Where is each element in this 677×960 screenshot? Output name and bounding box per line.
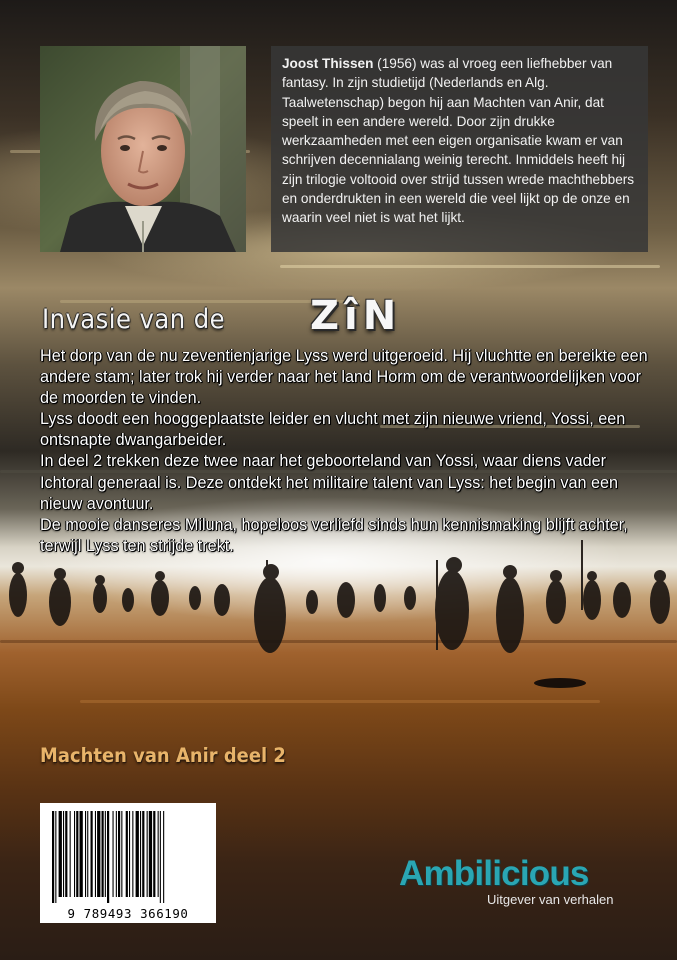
author-bio-text: (1956) was al vroeg een liefhebber van fantasy. In zijn studietijd (Nederlands en Alg. Taalwetenschap) begon hij aan Machten van Anir, dat speelt in een andere wereld. Door zijn drukke werkzaamheden met een eigen organisatie kwam er van schrijven decennialang weinig terecht. Inmiddels heeft hij zijn trilogie voltooid over strijd tussen wrede machthebbers en onderdrukten in een wereld die veel lijkt op de onze en waarin veel niet is wat het lijkt. xyxy=(282,56,635,226)
book-title-main: Invasie van de xyxy=(42,304,226,335)
barcode-bar xyxy=(63,811,64,897)
barcode-bar xyxy=(149,811,152,897)
blurb-paragraph: De mooie danseres Miluna, hopeloos verliefd sinds hun kennismaking blijft achter, terwijl Lyss ten strijde trekt. xyxy=(40,515,628,555)
barcode-bar xyxy=(136,811,139,897)
barcode-bar xyxy=(121,811,122,897)
barcode-bar xyxy=(116,811,117,897)
barcode-bar xyxy=(107,811,109,903)
barcode-bar xyxy=(102,811,104,897)
author-photo xyxy=(40,46,246,252)
publisher-name: Ambilicious xyxy=(399,854,589,893)
series-label: Machten van Anir deel 2 xyxy=(40,744,286,767)
barcode-bar xyxy=(132,811,133,897)
barcode-bar xyxy=(59,811,62,897)
barcode-bar xyxy=(52,811,54,903)
book-title-highlight: ZîN xyxy=(310,293,402,339)
blurb-paragraph: In deel 2 trekken deze twee naar het geboorteland van Yossi, waar diens vader Ichtoral generaal is. Deze ontdekt het militaire talent van Lyss: het begin van een nieuw avontuur. xyxy=(40,452,618,513)
barcode-bar xyxy=(65,811,67,897)
barcode-bars xyxy=(40,803,216,907)
barcode-bar xyxy=(70,811,71,897)
barcode-bar xyxy=(80,811,83,897)
barcode-bar xyxy=(85,811,86,897)
barcode-bar xyxy=(95,811,96,897)
barcode-bar xyxy=(140,811,141,897)
blurb-paragraph: Het dorp van de nu zeventienjarige Lyss werd uitgeroeid. Hij vluchtte en bereikte een andere stam; later trok hij verder naar het land Horm om de verantwoordelijken voor de moorden te vinden. xyxy=(40,347,648,408)
book-blurb xyxy=(40,346,650,557)
warrior-silhouettes-image xyxy=(0,540,677,690)
isbn-barcode xyxy=(40,803,216,923)
barcode-bar xyxy=(147,811,148,897)
book-title xyxy=(40,293,460,353)
barcode-bar xyxy=(76,811,78,897)
publisher-tagline: Uitgever van verhalen xyxy=(487,892,614,907)
barcode-bar xyxy=(91,811,93,897)
barcode-bar xyxy=(158,811,159,897)
barcode-bar xyxy=(163,811,164,903)
barcode-bar xyxy=(129,811,130,897)
publisher-logo xyxy=(399,855,639,907)
barcode-bar xyxy=(113,811,114,897)
author-bio xyxy=(282,54,638,228)
barcode-bar xyxy=(74,811,75,897)
barcode-bar xyxy=(87,811,88,897)
author-bio-panel xyxy=(271,46,648,252)
author-name: Joost Thissen xyxy=(282,56,374,71)
barcode-bar xyxy=(142,811,144,897)
barcode-bar xyxy=(160,811,161,903)
barcode-bar xyxy=(126,811,128,897)
isbn-number: 9 789493 366190 xyxy=(67,906,189,921)
barcode-bar xyxy=(55,811,56,903)
barcode-bar xyxy=(97,811,100,897)
blurb-paragraph: Lyss doodt een hooggeplaatste leider en vlucht met zijn nieuwe vriend, Yossi, een ontsnapte dwangarbeider. xyxy=(40,410,626,450)
barcode-bar xyxy=(153,811,155,897)
barcode-bar xyxy=(118,811,120,897)
barcode-bar xyxy=(105,811,106,897)
